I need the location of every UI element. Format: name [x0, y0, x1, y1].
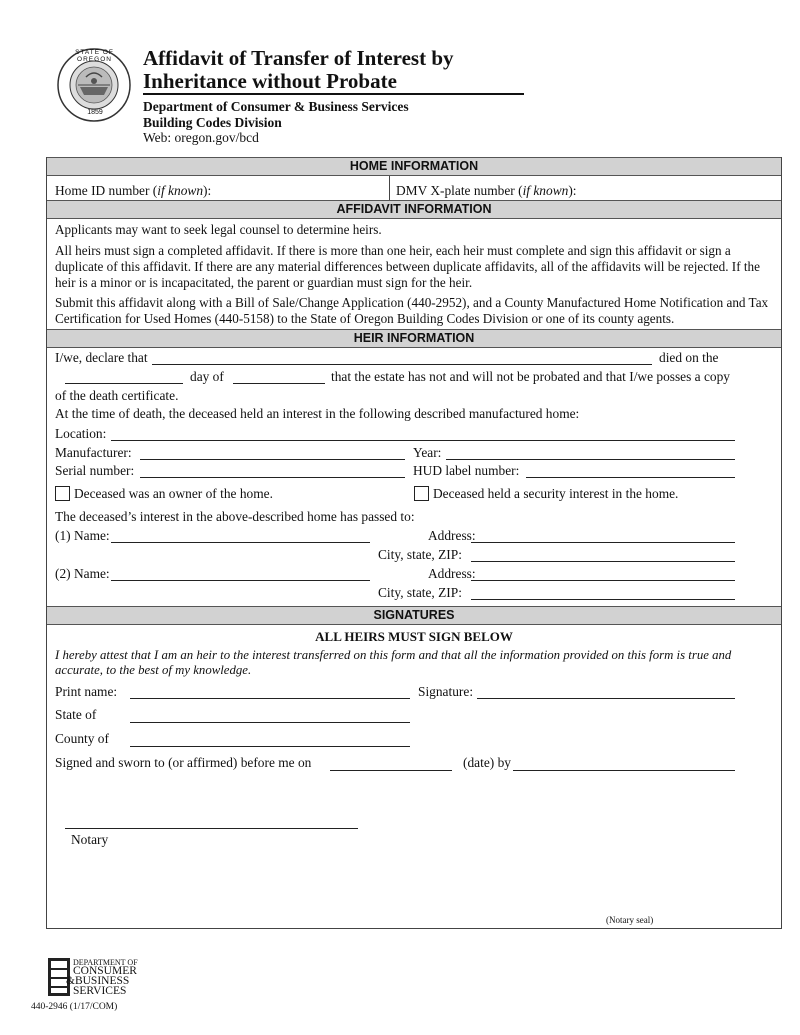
logo-line-4: SERVICES: [73, 985, 127, 997]
notary-signature-field[interactable]: [65, 828, 358, 829]
security-interest-checkbox-label: Deceased held a security interest in the home.: [433, 486, 679, 501]
signatures-heading: SIGNATURES: [47, 606, 781, 625]
all-heirs-sign-heading: ALL HEIRS MUST SIGN BELOW: [315, 629, 513, 644]
page-title-line2: Inheritance without Probate: [143, 69, 397, 93]
owner-checkbox[interactable]: [55, 486, 70, 501]
print-name-field[interactable]: [130, 698, 410, 699]
print-name-label: Print name:: [55, 684, 118, 699]
heir2-address-field[interactable]: [471, 580, 735, 581]
state-of-label: State of: [55, 707, 97, 722]
county-of-field[interactable]: [130, 746, 410, 747]
heir2-name-field[interactable]: [111, 580, 370, 581]
department-name: Department of Consumer & Business Services: [143, 99, 409, 114]
time-of-death-statement: At the time of death, the deceased held an interest in the following described manufactured home:: [55, 406, 580, 421]
hud-label-field[interactable]: [526, 477, 735, 478]
heir1-name-field[interactable]: [111, 542, 370, 543]
heir1-city-field[interactable]: [471, 561, 735, 562]
died-on-label: died on the: [659, 350, 719, 365]
death-day-field[interactable]: [65, 383, 183, 384]
logo-line-3-text: BUSINESS: [74, 975, 130, 987]
dmv-label-text: DMV X-plate number (: [396, 183, 523, 198]
notary-seal-label: (Notary seal): [606, 915, 654, 925]
notary-label: Notary: [71, 832, 109, 847]
manufacturer-label: Manufacturer:: [55, 445, 132, 460]
affidavit-paragraph-1: Applicants may want to seek legal counsel to determine heirs.: [55, 222, 382, 237]
home-info-divider: [389, 176, 390, 200]
signature-field[interactable]: [477, 698, 735, 699]
state-of-field[interactable]: [130, 722, 410, 723]
attestation-statement: I hereby attest that I am an heir to the interest transferred on this form and that all the information provided on this form is true and accurate, to the best of my knowledge.: [55, 648, 732, 677]
logo-line-3: &BUSINESS: [66, 975, 130, 987]
home-id-label-text: Home ID number (: [55, 183, 158, 198]
day-of-label: day of: [190, 369, 224, 384]
heir-info-heading: HEIR INFORMATION: [47, 329, 781, 348]
heir2-city-field[interactable]: [471, 599, 735, 600]
seal-year: 1859: [87, 109, 103, 116]
sworn-statement: Signed and sworn to (or affirmed) before me on: [55, 755, 312, 770]
serial-number-label: Serial number:: [55, 463, 135, 478]
dmv-label: [396, 183, 577, 199]
location-field[interactable]: [111, 440, 735, 441]
heir2-address-label: Address:: [428, 566, 476, 581]
passed-to-statement: The deceased’s interest in the above-described home has passed to:: [55, 509, 415, 524]
affidavit-info-heading: AFFIDAVIT INFORMATION: [47, 200, 781, 219]
home-id-field[interactable]: [216, 178, 386, 198]
year-label: Year:: [413, 445, 442, 460]
logo-line-1: DEPARTMENT OF: [73, 958, 138, 967]
heir2-name-label: (2) Name:: [55, 566, 110, 581]
date-by-label: (date) by: [463, 755, 511, 770]
dmv-close: ):: [568, 183, 577, 198]
page-title-line1: Affidavit of Transfer of Interest by: [143, 46, 454, 70]
heir1-name-label: (1) Name:: [55, 528, 110, 543]
title-underline: [143, 93, 524, 95]
division-name: Building Codes Division: [143, 115, 282, 130]
dmv-field[interactable]: [582, 178, 777, 198]
heir1-address-field[interactable]: [471, 542, 735, 543]
home-id-label: [55, 183, 211, 199]
deceased-name-field[interactable]: [152, 364, 652, 365]
heir2-city-label: City, state, ZIP:: [378, 585, 462, 600]
sworn-date-field[interactable]: [330, 770, 452, 771]
serial-number-field[interactable]: [140, 477, 405, 478]
home-id-close: ):: [203, 183, 212, 198]
home-id-if-known: if known: [157, 183, 204, 198]
security-interest-checkbox[interactable]: [414, 486, 429, 501]
seal-top-text: STATE OF OREGON: [75, 49, 114, 63]
home-info-heading: HOME INFORMATION: [47, 157, 781, 176]
death-cert-label: of the death certificate.: [55, 388, 179, 403]
web-address: Web: oregon.gov/bcd: [143, 130, 259, 145]
form-number: 440-2946 (1/17/COM): [31, 1002, 118, 1012]
signature-label: Signature:: [418, 684, 474, 699]
heir1-city-label: City, state, ZIP:: [378, 547, 462, 562]
hud-label: HUD label number:: [413, 463, 520, 478]
sworn-by-field[interactable]: [513, 770, 735, 771]
owner-checkbox-label: Deceased was an owner of the home.: [74, 486, 273, 501]
affidavit-paragraph-2: All heirs must sign a completed affidavit. If there is more than one heir, each heir must complete and sign this affidavit or sign a duplicate of this affidavit. If there are any material differences between duplicate affidavits, all of the affidavits will be rejected. If the heir is a minor or is incapacitated, the parent or guardian must sign for the heir.: [55, 243, 760, 290]
death-month-year-field[interactable]: [233, 383, 325, 384]
logo-line-2: CONSUMER: [73, 965, 137, 977]
manufacturer-field[interactable]: [140, 459, 405, 460]
county-of-label: County of: [55, 731, 109, 746]
location-label: Location:: [55, 426, 107, 441]
heir1-address-label: Address:: [428, 528, 476, 543]
estate-statement: that the estate has not and will not be probated and that I/we posses a copy: [331, 369, 731, 384]
declare-label: I/we, declare that: [55, 350, 148, 365]
affidavit-paragraph-3: Submit this affidavit along with a Bill of Sale/Change Application (440-2952), and a County Manufactured Home Notification and Tax Certification for Used Homes (440-5158) to the State of Oregon Building Codes Division or one of its county agents.: [55, 295, 769, 326]
dmv-if-known: if known: [522, 183, 569, 198]
year-field[interactable]: [446, 459, 735, 460]
